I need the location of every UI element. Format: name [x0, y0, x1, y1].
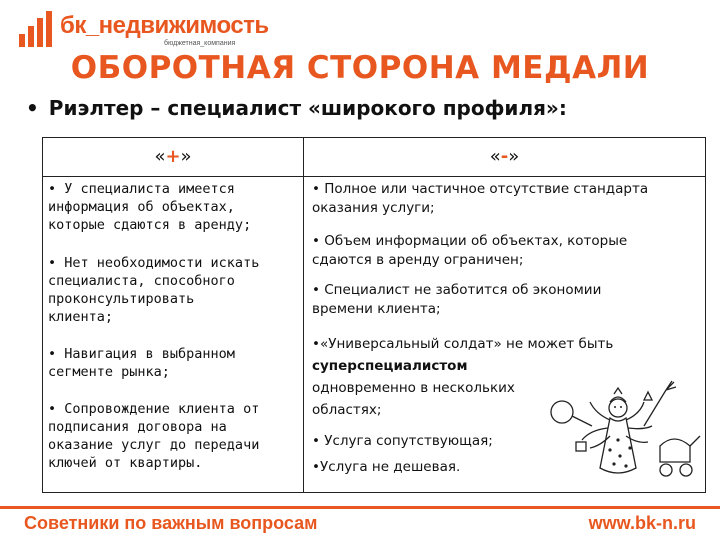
plus-sign: + [165, 146, 181, 167]
pros-header-open-quote: « [154, 146, 166, 167]
cons-item: • Объем информации об объектах, которые сдаются в аренду ограничен; [312, 233, 628, 268]
cons-item-text: одновременно в нескольких областях; [312, 380, 515, 418]
cons-header-open-quote: « [489, 146, 501, 167]
multi-armed-woman-illustration [548, 380, 706, 492]
pros-column [43, 138, 304, 492]
footer-slogan: Советники по важным вопросам [24, 513, 318, 533]
footer-divider [0, 506, 720, 509]
cons-item: • Полное или частичное отсутствие стандарта оказания услуги; [312, 181, 649, 216]
cons-item-text: •«Универсальный солдат» не может быть [312, 336, 614, 352]
brand-tagline: бюджетная_компания [164, 40, 236, 47]
cons-item: • Услуга сопутствующая; [312, 433, 493, 449]
minus-sign: - [500, 146, 509, 167]
pros-item: • Нет необходимости искать специалиста, способного проконсультировать клиента; [48, 255, 260, 325]
slide-title: ОБОРОТНАЯ СТОРОНА МЕДАЛИ [70, 50, 650, 86]
cons-header [304, 138, 705, 177]
pros-item: • Сопровождение клиента от подписания договора на оказание услуг до передачи ключей от квартиры. [48, 401, 260, 471]
subtitle [26, 96, 567, 120]
cons-item: • Специалист не заботится об экономии времени клиента; [312, 282, 602, 317]
subtitle-text: Риэлтер – специалист «широкого профиля»: [48, 96, 567, 120]
brand-logo [18, 8, 318, 52]
cons-item: •Услуга не дешевая. [312, 459, 461, 475]
pros-item: • У специалиста имеется информация об объектах, которые сдаются в аренду; [48, 181, 252, 233]
brand-name: бк_недвижимость [60, 12, 269, 39]
logo-bars-icon [18, 10, 54, 48]
subtitle-bullet: • [26, 96, 39, 120]
pros-header-close-quote: » [180, 146, 192, 167]
cons-header-close-quote: » [508, 146, 520, 167]
pros-header [43, 138, 303, 177]
cons-item-bold: суперспециалистом [312, 358, 468, 374]
footer-url[interactable]: www.bk-n.ru [588, 513, 696, 533]
pros-item: • Навигация в выбранном сегменте рынка; [48, 346, 235, 380]
